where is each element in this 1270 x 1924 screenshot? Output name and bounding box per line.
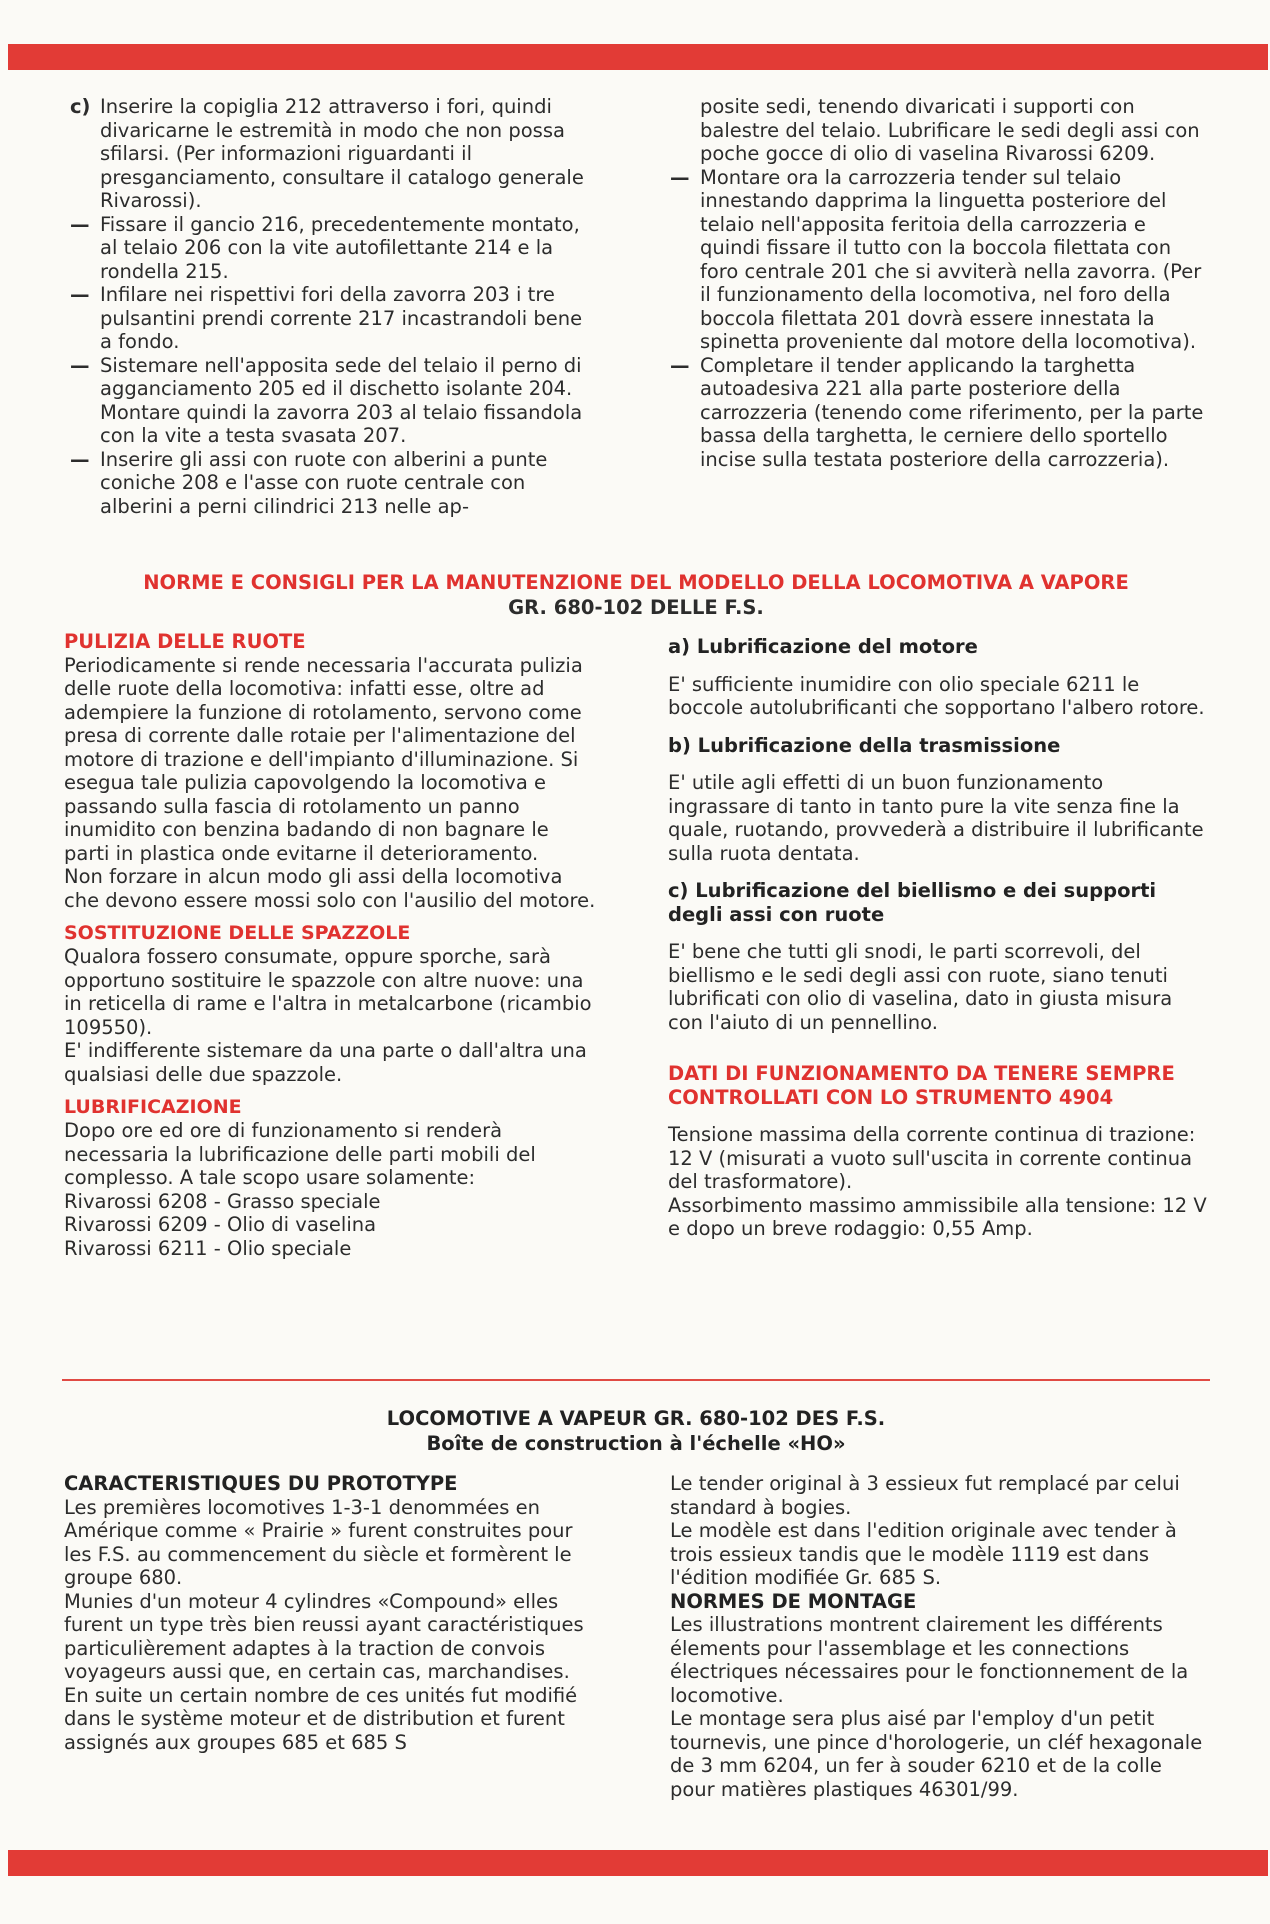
dash-marker: — <box>670 353 690 377</box>
paragraph: E' utile agli effetti di un buon funzionamento ingrassare di tanto in tanto pure la vite senza fine la quale, ruotando, provvederà a distribuire il lubrificante sulla ruota dentata. <box>668 771 1204 865</box>
list-item: Rivarossi 6211 - Olio speciale <box>64 1236 352 1260</box>
list-item <box>670 166 1205 354</box>
maintenance-subtitle: GR. 680-102 DELLE F.S. <box>508 596 764 619</box>
maintenance-heading <box>62 570 1210 620</box>
french-subtitle: Boîte de construction à l'échelle «HO» <box>426 1432 846 1455</box>
french-left-column <box>64 1472 600 1754</box>
paragraph: Assorbimento massimo ammissibile alla tensione: 12 V e dopo un breve rodaggio: 0,55 Amp. <box>668 1193 1207 1240</box>
section-title-lubrication: LUBRIFICAZIONE <box>64 1096 242 1118</box>
french-heading <box>62 1406 1210 1456</box>
maintenance-left-column <box>64 630 600 1260</box>
section-divider <box>62 1379 1210 1381</box>
paragraph: Les premières locomotives 1-3-1 denommées en Amérique comme « Prairie » furent construites pour les F.S. au commencement du siècle et formèrent le groupe 680. <box>64 1495 573 1589</box>
list-item <box>70 354 600 448</box>
maintenance-title: NORME E CONSIGLI PER LA MANUTENZIONE DEL MODELLO DELLA LOCOMOTIVA A VAPORE <box>143 571 1129 594</box>
maintenance-right-column <box>668 635 1208 1241</box>
paragraph: E' bene che tutti gli snodi, le parti scorrevoli, del biellismo e le sedi degli assi con ruote, siano tenuti lubrificati con olio di vaselina, dato in giusta misura con l'aiuto di un pennellino. <box>668 940 1173 1034</box>
list-text: Completare il tender applicando la targhetta autoadesiva 221 alla parte posteriore della carrozzeria (tenendo come riferimento, per la parte bassa della targhetta, le cerniere dello sportello incise sulla testata posteriore della carrozzeria). <box>700 353 1204 471</box>
french-title: LOCOMOTIVE A VAPEUR GR. 680-102 DES F.S. <box>386 1407 886 1430</box>
list-text: posite sedi, tenendo divaricati i supporti con balestre del telaio. Lubrificare le sedi degli assi con poche gocce di olio di vaselina Rivarossi 6209. <box>700 95 1200 165</box>
subsection-title-linkage: c) Lubrificazione del biellismo e dei supporti degli assi con ruote <box>668 879 1157 926</box>
list-item <box>70 95 600 213</box>
list-text: Montare ora la carrozzeria tender sul telaio innestando dapprima la linguetta posteriore del telaio nell'apposita feritoia della carrozzeria e quindi fissare il tutto con la boccola filettata con foro centrale 201 che si avviterà nella zavorra. (Per il funzionamento della locomotiva, nel foro della boccola filettata 201 dovrà essere innestata la spinetta proveniente dal motore della locomotiva). <box>700 165 1202 353</box>
section-title-prototype: CARACTERISTIQUES DU PROTOTYPE <box>64 1472 458 1495</box>
dash-marker: — <box>670 165 690 189</box>
list-text: Inserire gli assi con ruote con alberini a punte coniche 208 e l'asse con ruote centrale con alberini a perni cilindrici 213 nelle ap- <box>100 447 548 518</box>
paragraph: Tensione massima della corrente continua di trazione: 12 V (misurati a vuoto sull'uscita in corrente continua del trasformatore). <box>668 1123 1196 1193</box>
paragraph: En suite un certain nombre de ces unités fut modifié dans le système moteur et de distribution et furent assignés aux groupes 685 et 685 S <box>64 1683 578 1754</box>
assembly-right-column <box>670 95 1205 471</box>
paragraph: Le modèle est dans l'edition originale avec tender à trois essieux tandis que le modèle 1119 est dans l'édition modifiée Gr. 685 S. <box>670 1519 1177 1589</box>
dash-marker: — <box>70 212 90 236</box>
dash-marker: — <box>70 283 90 306</box>
subsection-title-motor: a) Lubrificazione del motore <box>668 635 978 658</box>
paragraph: Munies d'un moteur 4 cylindres «Compound» elles furent un type très bien reussi ayant caractéristiques particulièrement adaptes à la traction de convois voyageurs aussi que, en certain cas, marchandises. <box>64 1589 584 1683</box>
section-title-assembly-norms: NORMES DE MONTAGE <box>670 1589 917 1613</box>
list-item <box>670 354 1205 472</box>
paragraph: Le montage sera plus aisé par l'employ d'un petit tournevis, une pince d'horologerie, un cléf hexagonale de 3 mm 6204, un fer à souder 6210 et de la colle pour matières plastiques 46301/99. <box>670 1707 1203 1801</box>
paragraph: Periodicamente si rende necessaria l'accurata pulizia delle ruote della locomotiva: infatti esse, oltre ad adempiere la funzione di rotolamento, servono come presa di corrente dalle rotaie per l'alimentazione del motore di trazione e dell'impianto d'illuminazione. Si esegua tale pulizia capovolgendo la locomotiva e passando sulla fascia di rotolamento un panno inumidito con benzina badando di non bagnare le parti in plastica onde evitarne il deterioramento. <box>64 653 583 865</box>
assembly-left-column <box>70 95 600 518</box>
list-text: Fissare il gancio 216, precedentemente montato, al telaio 206 con la vite autofilettante 214 e la rondella 215. <box>100 212 580 283</box>
list-item <box>70 283 600 354</box>
list-item: Rivarossi 6209 - Olio di vaselina <box>64 1213 377 1236</box>
paragraph: Dopo ore ed ore di funzionamento si renderà necessaria la lubrificazione delle parti mobili del complesso. A tale scopo usare solamente: <box>64 1119 536 1189</box>
bottom-red-band <box>8 1850 1268 1876</box>
top-red-band <box>8 44 1268 70</box>
section-title-operating-data: DATI DI FUNZIONAMENTO DA TENERE SEMPRE CONTROLLATI CON LO STRUMENTO 4904 <box>668 1062 1175 1109</box>
section-title-brushes: SOSTITUZIONE DELLE SPAZZOLE <box>64 922 411 944</box>
dash-marker: — <box>70 447 90 471</box>
list-text: Inserire la copiglia 212 attraverso i fori, quindi divaricarne le estremità in modo che non possa sfilarsi. (Per informazioni riguardanti il presganciamento, consultare il catalogo generale Rivarossi). <box>100 95 584 212</box>
list-marker: c) <box>70 95 91 118</box>
paragraph: Le tender original à 3 essieux fut remplacé par celui standard à bogies. <box>670 1472 1180 1519</box>
list-item <box>70 448 600 519</box>
paragraph: E' indifferente sistemare da una parte o dall'altra una qualsiasi delle due spazzole. <box>64 1039 587 1086</box>
paragraph: E' sufficiente inumidire con olio speciale 6211 le boccole autolubrificanti che sopportano l'albero rotore. <box>668 672 1205 719</box>
french-right-column <box>670 1472 1208 1801</box>
list-item <box>670 95 1205 166</box>
list-item: Rivarossi 6208 - Grasso speciale <box>64 1189 381 1213</box>
list-item <box>70 213 600 284</box>
dash-marker: — <box>70 353 90 377</box>
paragraph: Non forzare in alcun modo gli assi della locomotiva che devono essere mossi solo con l'ausilio del motore. <box>64 865 596 912</box>
paragraph: Les illustrations montrent clairement les différents élements pour l'assemblage et les connections électriques nécessaires pour le fonctionnement de la locomotive. <box>670 1613 1189 1707</box>
subsection-title-transmission: b) Lubrificazione della trasmissione <box>668 733 1061 757</box>
list-text: Infilare nei rispettivi fori della zavorra 203 i tre pulsantini prendi corrente 217 incastrandoli bene a fondo. <box>100 283 583 353</box>
list-text: Sistemare nell'apposita sede del telaio il perno di agganciamento 205 ed il dischetto isolante 204. Montare quindi la zavorra 203 al telaio fissandola con la vite a testa svasata 207. <box>100 353 583 447</box>
section-title-cleaning: PULIZIA DELLE RUOTE <box>64 630 306 653</box>
paragraph: Qualora fossero consumate, oppure sporche, sarà opportuno sostituire le spazzole con altre nuove: una in reticella di rame e l'altra in metalcarbone (ricambio 109550). <box>64 945 592 1039</box>
